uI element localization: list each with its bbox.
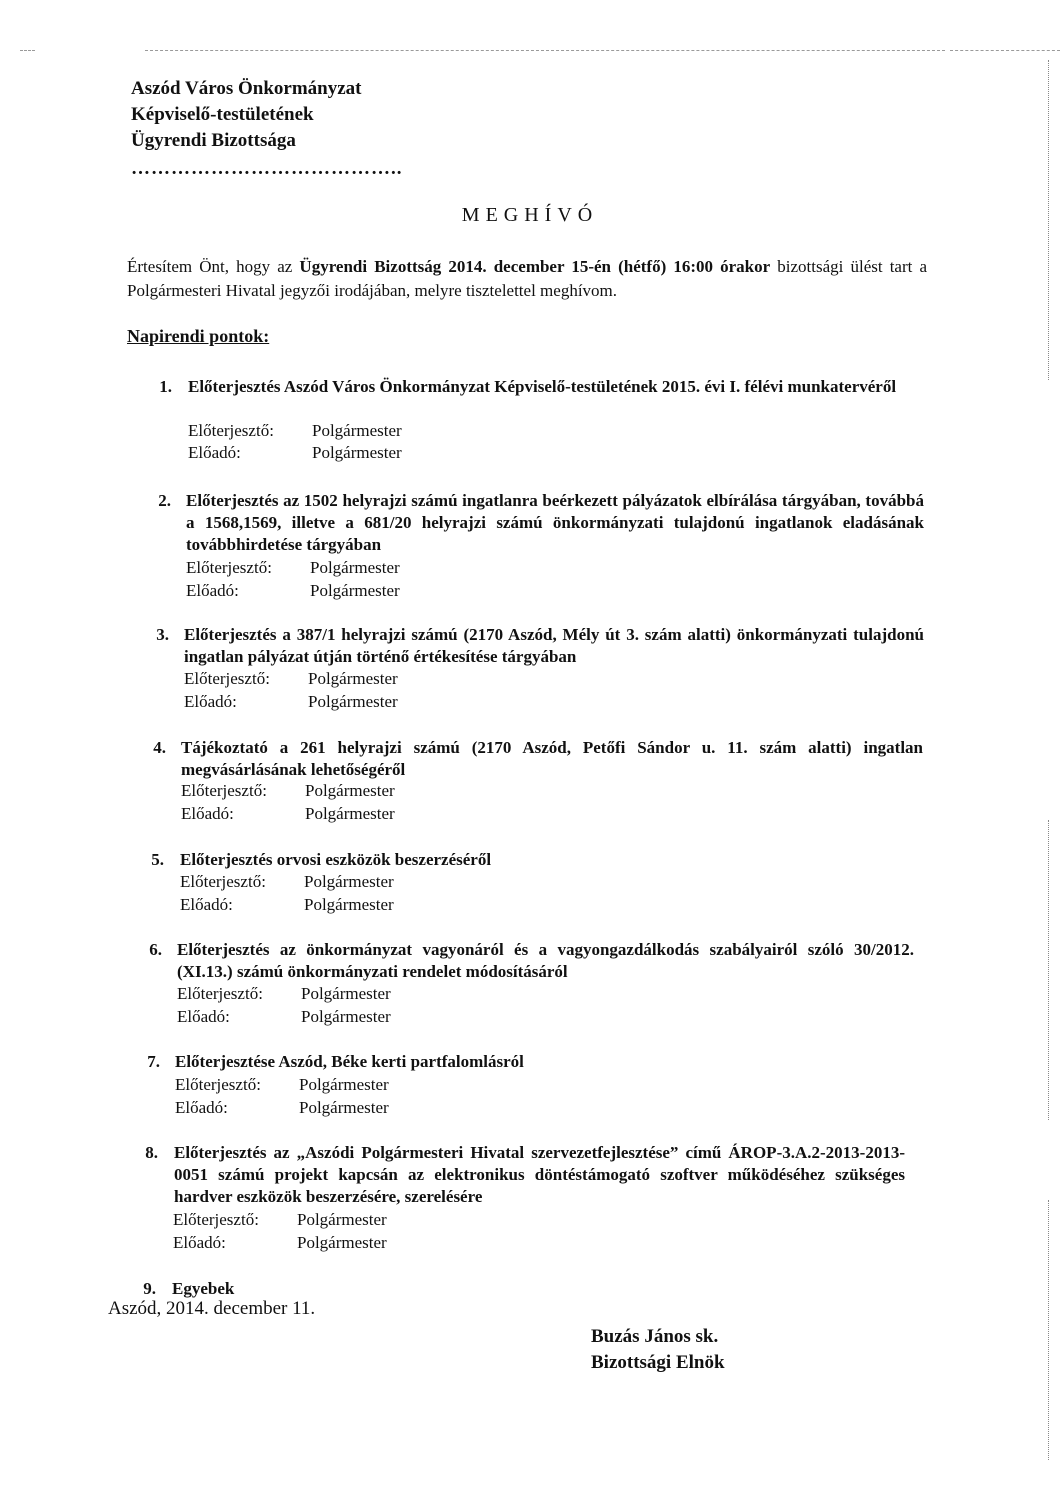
speaker-row: [184, 691, 398, 713]
speaker-label: Előadó:: [181, 804, 234, 823]
dotted-separator: …………………………………..: [131, 158, 403, 179]
speaker-value: Polgármester: [305, 804, 395, 823]
presenter-label: Előterjesztő:: [184, 669, 270, 688]
speaker-row: [177, 1006, 391, 1028]
item-text: Tájékoztató a 261 helyrajzi számú (2170 Aszód, Petőfi Sándor u. 11. szám alatti) ingatlan megvásárlásának lehetőségéről: [181, 738, 923, 779]
speaker-value: Polgármester: [297, 1233, 387, 1252]
signature-block: [591, 1324, 725, 1376]
presenter-row: [177, 983, 391, 1005]
speaker-row: [175, 1097, 389, 1119]
presenter-label: Előterjesztő:: [186, 558, 272, 577]
item-number: 3.: [156, 625, 169, 644]
signatory-name: Buzás János sk.: [591, 1326, 719, 1347]
item-text: Előterjesztés Aszód Város Önkormányzat Képviselő-testületének 2015. évi I. félévi munkatervéről: [188, 377, 897, 396]
item-number: 4.: [153, 738, 166, 757]
scan-edge-mark: [1048, 60, 1049, 380]
item-text: Előterjesztés az „Aszódi Polgármesteri Hivatal szervezetfejlesztése” című ÁROP-3.A.2-2013-2013-0051 számú projekt kapcsán az elektronikus döntéstámogató szoftver működéséhez szükséges hardver eszközök beszerzésére, szerelésére: [174, 1143, 905, 1206]
agenda-heading: Napirendi pontok:: [127, 326, 270, 346]
presenter-label: Előterjesztő:: [173, 1210, 259, 1229]
item-number: 2.: [158, 491, 171, 510]
sender-block: [131, 76, 361, 154]
speaker-value: Polgármester: [301, 1007, 391, 1026]
speaker-label: Előadó:: [175, 1098, 228, 1117]
sender-line-3: Ügyrendi Bizottsága: [131, 130, 296, 151]
sender-line-1: Aszód Város Önkormányzat: [131, 78, 362, 99]
speaker-label: Előadó:: [186, 581, 239, 600]
item-number: 5.: [151, 850, 164, 869]
presenter-value: Polgármester: [304, 872, 394, 891]
item-text: Előterjesztés orvosi eszközök beszerzéséről: [180, 850, 492, 869]
item-number: 1.: [159, 377, 172, 396]
speaker-value: Polgármester: [299, 1098, 389, 1117]
presenter-label: Előterjesztő:: [175, 1075, 261, 1094]
presenter-row: [184, 668, 398, 690]
intro-paragraph: [127, 255, 927, 303]
speaker-label: Előadó:: [173, 1233, 226, 1252]
speaker-row: [181, 803, 395, 825]
intro-text-2: bizottsági ülést tart a Polgármesteri Hivatal jegyzői irodájában, melyre tisztelettel meghívom.: [127, 257, 928, 300]
speaker-row: [188, 442, 402, 464]
speaker-value: Polgármester: [308, 692, 398, 711]
presenter-label: Előterjesztő:: [177, 984, 263, 1003]
speaker-row: [173, 1232, 387, 1254]
presenter-label: Előterjesztő:: [181, 781, 267, 800]
presenter-row: [175, 1074, 389, 1096]
item-number: 7.: [147, 1052, 160, 1071]
scan-top-line-right: [950, 50, 1060, 51]
speaker-row: [186, 580, 400, 602]
presenter-value: Polgármester: [312, 421, 402, 440]
scan-edge-line: [20, 50, 35, 51]
speaker-label: Előadó:: [188, 443, 241, 462]
speaker-row: [180, 894, 394, 916]
presenter-row: [180, 871, 394, 893]
speaker-value: Polgármester: [304, 895, 394, 914]
scan-top-line: [145, 50, 945, 51]
item-number: 6.: [149, 940, 162, 959]
signatory-title: Bizottsági Elnök: [591, 1352, 725, 1373]
presenter-value: Polgármester: [297, 1210, 387, 1229]
scan-edge-mark: [1048, 1200, 1049, 1460]
intro-text-1: Értesítem Önt, hogy az: [127, 257, 300, 276]
presenter-label: Előterjesztő:: [188, 421, 274, 440]
sender-line-2: Képviselő-testületének: [131, 104, 314, 125]
speaker-value: Polgármester: [310, 581, 400, 600]
presenter-value: Polgármester: [310, 558, 400, 577]
presenter-row: [188, 420, 402, 442]
speaker-label: Előadó:: [180, 895, 233, 914]
item-number: 9.: [143, 1279, 156, 1298]
intro-meeting-details: Ügyrendi Bizottság 2014. december 15-én (hétfő) 16:00 órakor: [299, 257, 771, 276]
item-text: Előterjesztés az 1502 helyrajzi számú ingatlanra beérkezett pályázatok elbírálása tárgyában, továbbá a 1568,1569, illetve a 681/20 helyrajzi számú önkormányzati tulajdonú ingatlanok eladásának továbbhirdetése tárgyában: [186, 491, 924, 554]
scan-edge-mark: [1048, 820, 1049, 1120]
presenter-row: [173, 1209, 387, 1231]
presenter-row: [181, 780, 395, 802]
presenter-value: Polgármester: [308, 669, 398, 688]
item-text: Előterjesztés a 387/1 helyrajzi számú (2170 Aszód, Mély út 3. szám alatti) önkormányzati tulajdonú ingatlan pályázat útján történő értékesítése tárgyában: [184, 625, 924, 666]
speaker-label: Előadó:: [177, 1007, 230, 1026]
presenter-value: Polgármester: [301, 984, 391, 1003]
presenter-value: Polgármester: [305, 781, 395, 800]
document-date: Aszód, 2014. december 11.: [108, 1298, 316, 1319]
item-text: Előterjesztés az önkormányzat vagyonáról és a vagyongazdálkodás szabályairól szóló 30/2012. (XI.13.) számú önkormányzati rendelet módosításáról: [177, 940, 914, 981]
item-text: Egyebek: [172, 1279, 235, 1298]
document-title: MEGHÍVÓ: [461, 204, 599, 226]
speaker-value: Polgármester: [312, 443, 402, 462]
speaker-label: Előadó:: [184, 692, 237, 711]
item-text: Előterjesztése Aszód, Béke kerti partfalomlásról: [175, 1052, 524, 1071]
presenter-value: Polgármester: [299, 1075, 389, 1094]
presenter-row: [186, 557, 400, 579]
item-number: 8.: [145, 1143, 158, 1162]
presenter-label: Előterjesztő:: [180, 872, 266, 891]
